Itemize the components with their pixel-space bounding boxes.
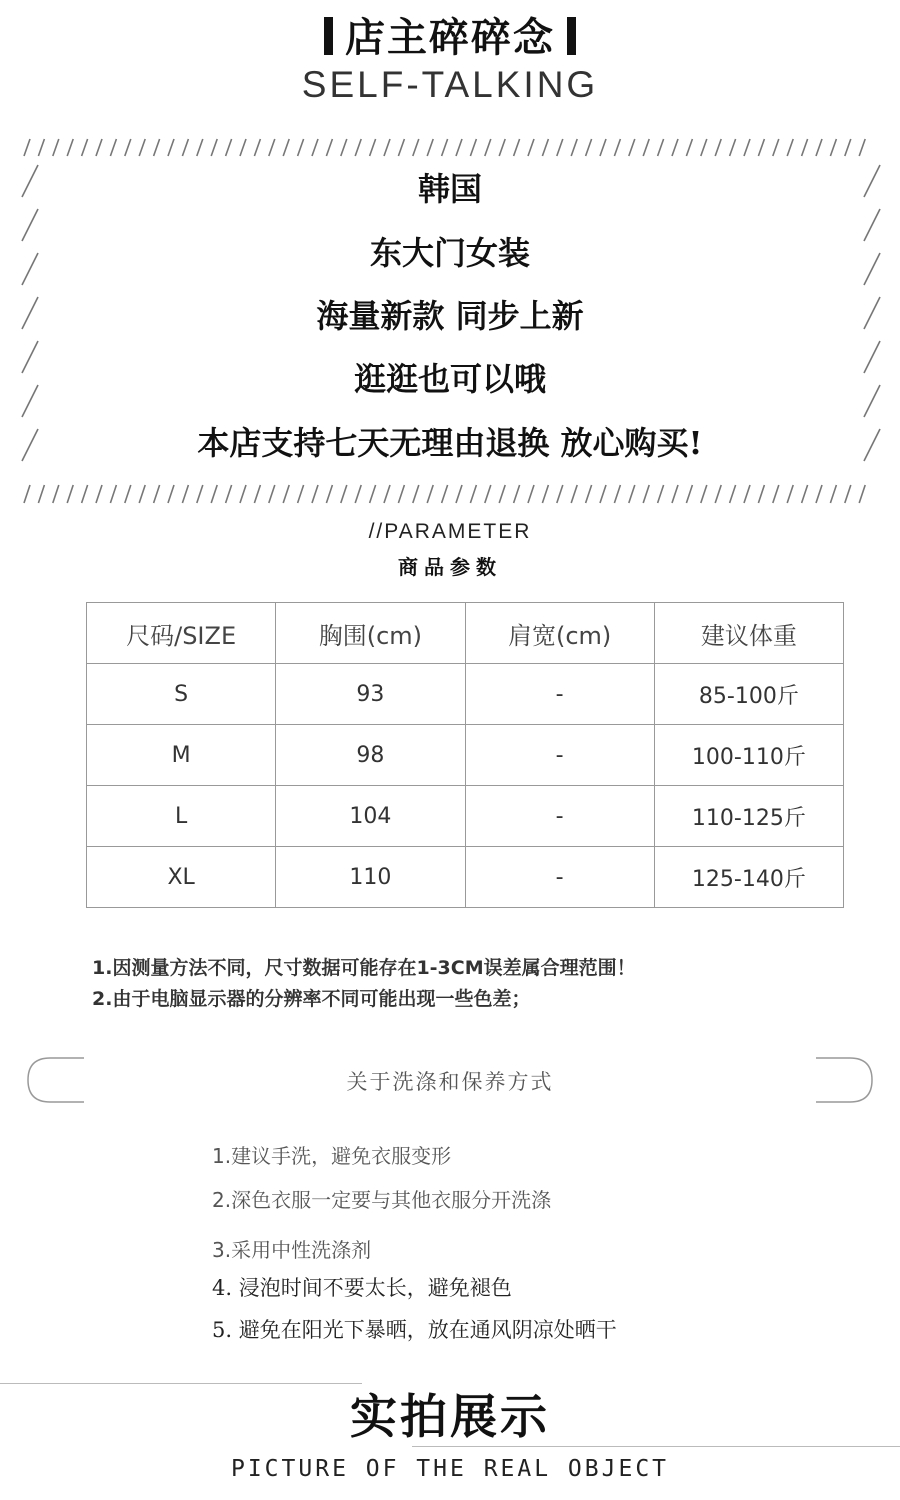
title-bar-left <box>324 17 333 55</box>
page-subtitle: SELF-TALKING <box>301 64 599 105</box>
header-weight: 建议体重 <box>654 603 843 664</box>
cell-weight: 125-140斤 <box>654 847 843 908</box>
page-title <box>0 6 900 63</box>
table-row <box>87 786 844 847</box>
care-item-4: 4. 浸泡时间不要太长，避免褪色 <box>212 1276 512 1300</box>
care-item-1: 1.建议手洗，避免衣服变形 <box>212 1144 452 1168</box>
cell-weight: 100-110斤 <box>654 725 843 786</box>
care-item-2: 2.深色衣服一定要与其他衣服分开洗涤 <box>212 1188 552 1212</box>
cell-bust: 98 <box>276 725 465 786</box>
cell-size: S <box>87 664 276 725</box>
cell-size: L <box>87 786 276 847</box>
table-header-row <box>87 603 844 664</box>
footer-line-right <box>412 1446 900 1447</box>
cell-shoulder: - <box>465 786 654 847</box>
care-item-3: 3.采用中性洗涤剂 <box>212 1238 372 1262</box>
care-title: 关于洗涤和保养方式 <box>346 1070 554 1094</box>
table-row <box>87 847 844 908</box>
cell-size: XL <box>87 847 276 908</box>
note-2: 2.由于电脑显示器的分辨率不同可能出现一些色差； <box>92 988 531 1010</box>
title-bar-right <box>567 17 576 55</box>
size-table <box>86 602 844 908</box>
note-1: 1.因测量方法不同，尺寸数据可能存在1-3CM误差属合理范围！ <box>92 957 636 979</box>
cell-bust: 93 <box>276 664 465 725</box>
intro-line-2: 东大门女装 <box>369 234 530 272</box>
table-row <box>87 725 844 786</box>
intro-line-3: 海量新款 同步上新 <box>316 297 584 335</box>
care-item-5: 5. 避免在阳光下暴晒，放在通风阴凉处晒干 <box>212 1318 617 1342</box>
real-photo-subtitle: PICTURE OF THE REAL OBJECT <box>230 1456 670 1482</box>
cell-weight: 110-125斤 <box>654 786 843 847</box>
parameter-label-en: //PARAMETER <box>368 520 532 543</box>
cell-shoulder: - <box>465 664 654 725</box>
cell-size: M <box>87 725 276 786</box>
real-photo-title: 实拍展示 <box>350 1390 550 1445</box>
cell-shoulder: - <box>465 725 654 786</box>
intro-line-5: 本店支持七天无理由退换 放心购买! <box>197 424 703 462</box>
parameter-label-cn: 商品参数 <box>398 555 502 579</box>
cell-weight: 85-100斤 <box>654 664 843 725</box>
intro-line-4: 逛逛也可以哦 <box>353 360 546 398</box>
cell-bust: 104 <box>276 786 465 847</box>
header-shoulder: 肩宽(cm) <box>465 603 654 664</box>
intro-line-1: 韩国 <box>417 170 482 208</box>
table-row <box>87 664 844 725</box>
cell-shoulder: - <box>465 847 654 908</box>
page-title-text: 店主碎碎念 <box>345 14 555 61</box>
header-bust: 胸围(cm) <box>276 603 465 664</box>
cell-bust: 110 <box>276 847 465 908</box>
header-size: 尺码/SIZE <box>87 603 276 664</box>
